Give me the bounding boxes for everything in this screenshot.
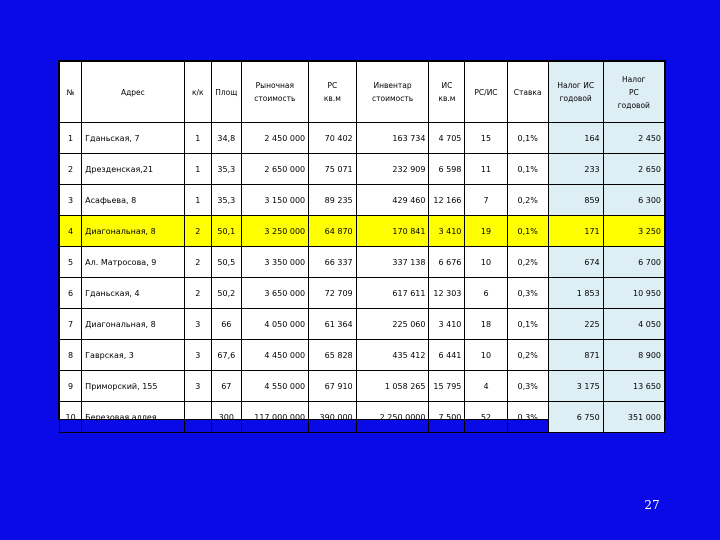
table-row — [60, 154, 665, 185]
cell-area: 300 — [212, 402, 242, 433]
cell-taxrs: 13 650 — [603, 371, 664, 402]
cell-rsis: 52 — [465, 402, 507, 433]
cell-taxrs: 351 000 — [603, 402, 664, 433]
header-address: Адрес — [82, 62, 184, 123]
cell-address: Асафьева, 8 — [82, 185, 184, 216]
table-row — [60, 185, 665, 216]
cell-rs: 64 870 — [309, 216, 357, 247]
cell-rs: 390 000 — [309, 402, 357, 433]
cell-taxis: 233 — [548, 154, 603, 185]
header-is-line1: ИС — [441, 81, 453, 90]
header-kk: к/к — [184, 62, 211, 123]
cell-taxrs: 2 450 — [603, 123, 664, 154]
header-market-line2: стоимость — [254, 94, 296, 103]
cell-num: 8 — [60, 340, 82, 371]
cell-rate: 0,1% — [507, 309, 548, 340]
table-row — [60, 123, 665, 154]
cell-area: 50,5 — [212, 247, 242, 278]
header-rs-line2: кв.м — [323, 94, 341, 103]
cell-market: 2 650 000 — [241, 154, 309, 185]
cell-num: 10 — [60, 402, 82, 433]
cell-area: 35,3 — [212, 185, 242, 216]
cell-num: 6 — [60, 278, 82, 309]
cell-address: Ал. Матросова, 9 — [82, 247, 184, 278]
cell-num: 1 — [60, 123, 82, 154]
cell-is: 12 303 — [429, 278, 465, 309]
table-row — [60, 216, 665, 247]
table-row — [60, 371, 665, 402]
cell-is: 6 441 — [429, 340, 465, 371]
header-area: Площ — [212, 62, 242, 123]
cell-kk: 2 — [184, 216, 211, 247]
cell-address: Гданьская, 4 — [82, 278, 184, 309]
cell-taxis: 859 — [548, 185, 603, 216]
cell-is: 6 598 — [429, 154, 465, 185]
cell-area: 67,6 — [212, 340, 242, 371]
cell-kk: 1 — [184, 154, 211, 185]
cell-kk — [184, 402, 211, 433]
cell-address: Гданьская, 7 — [82, 123, 184, 154]
cell-market: 3 350 000 — [241, 247, 309, 278]
cell-inv: 435 412 — [356, 340, 429, 371]
cell-rsis: 6 — [465, 278, 507, 309]
cell-kk: 1 — [184, 123, 211, 154]
header-rate: Ставка — [507, 62, 548, 123]
cell-taxrs: 2 650 — [603, 154, 664, 185]
property-tax-table — [58, 60, 666, 420]
cell-market: 4 050 000 — [241, 309, 309, 340]
cell-market: 3 150 000 — [241, 185, 309, 216]
cell-is: 6 676 — [429, 247, 465, 278]
cell-num: 3 — [60, 185, 82, 216]
cell-kk: 3 — [184, 371, 211, 402]
cell-num: 9 — [60, 371, 82, 402]
header-taxrs-line2: РС — [628, 87, 639, 97]
cell-address: Приморский, 155 — [82, 371, 184, 402]
cell-area: 50,2 — [212, 278, 242, 309]
cell-rate: 0,1% — [507, 216, 548, 247]
cell-rsis: 4 — [465, 371, 507, 402]
cell-kk: 3 — [184, 309, 211, 340]
cell-area: 35,3 — [212, 154, 242, 185]
table-header-row — [60, 62, 665, 123]
cell-market: 117 000 000 — [241, 402, 309, 433]
header-taxrs-line1: Налог — [622, 74, 646, 84]
cell-taxis: 225 — [548, 309, 603, 340]
cell-is: 3 410 — [429, 216, 465, 247]
cell-is: 3 410 — [429, 309, 465, 340]
header-market-line1: Рыночная — [255, 81, 295, 90]
cell-market: 4 450 000 — [241, 340, 309, 371]
cell-inv: 225 060 — [356, 309, 429, 340]
cell-area: 66 — [212, 309, 242, 340]
header-is — [429, 62, 465, 123]
cell-inv: 2 250 0000 — [356, 402, 429, 433]
header-market — [241, 62, 309, 123]
cell-taxis: 674 — [548, 247, 603, 278]
cell-num: 2 — [60, 154, 82, 185]
cell-rsis: 10 — [465, 247, 507, 278]
cell-address: Диагональная, 8 — [82, 216, 184, 247]
cell-rate: 0,1% — [507, 123, 548, 154]
cell-inv: 617 611 — [356, 278, 429, 309]
cell-kk: 2 — [184, 247, 211, 278]
cell-rs: 66 337 — [309, 247, 357, 278]
cell-area: 34,8 — [212, 123, 242, 154]
cell-address: Диагональная, 8 — [82, 309, 184, 340]
cell-is: 7 500 — [429, 402, 465, 433]
cell-inv: 429 460 — [356, 185, 429, 216]
cell-taxis: 871 — [548, 340, 603, 371]
cell-rate: 0,1% — [507, 154, 548, 185]
cell-kk: 2 — [184, 278, 211, 309]
cell-rate: 0,3% — [507, 371, 548, 402]
cell-is: 4 705 — [429, 123, 465, 154]
cell-address: Березовая аллея — [82, 402, 184, 433]
header-inv-line2: стоимость — [372, 94, 414, 103]
cell-rs: 72 709 — [309, 278, 357, 309]
header-inv-line1: Инвентар — [373, 81, 412, 90]
cell-rsis: 19 — [465, 216, 507, 247]
table-row — [60, 402, 665, 433]
header-taxis-line2: годовой — [559, 94, 592, 103]
cell-address: Гаврская, 3 — [82, 340, 184, 371]
cell-market: 2 450 000 — [241, 123, 309, 154]
cell-rate: 0,2% — [507, 247, 548, 278]
cell-taxrs: 6 300 — [603, 185, 664, 216]
header-inv — [356, 62, 429, 123]
cell-rs: 89 235 — [309, 185, 357, 216]
cell-area: 50,1 — [212, 216, 242, 247]
cell-taxrs: 8 900 — [603, 340, 664, 371]
cell-rs: 65 828 — [309, 340, 357, 371]
table-body — [60, 62, 665, 433]
cell-is: 15 795 — [429, 371, 465, 402]
cell-taxis: 6 750 — [548, 402, 603, 433]
header-taxis-line1: Налог ИС — [557, 81, 595, 90]
cell-taxis: 164 — [548, 123, 603, 154]
cell-rs: 61 364 — [309, 309, 357, 340]
header-rs — [309, 62, 357, 123]
cell-rate: 0,2% — [507, 340, 548, 371]
cell-address: Дрезденская,21 — [82, 154, 184, 185]
cell-num: 7 — [60, 309, 82, 340]
cell-rs: 70 402 — [309, 123, 357, 154]
page-number: 27 — [644, 498, 660, 512]
cell-is: 12 166 — [429, 185, 465, 216]
cell-rsis: 7 — [465, 185, 507, 216]
cell-rsis: 11 — [465, 154, 507, 185]
cell-rs: 75 071 — [309, 154, 357, 185]
cell-taxrs: 10 950 — [603, 278, 664, 309]
cell-kk: 3 — [184, 340, 211, 371]
table-row — [60, 278, 665, 309]
cell-rate: 0,3% — [507, 402, 548, 433]
cell-taxis: 1 853 — [548, 278, 603, 309]
header-taxis — [548, 62, 603, 123]
cell-num: 5 — [60, 247, 82, 278]
cell-inv: 337 138 — [356, 247, 429, 278]
cell-kk: 1 — [184, 185, 211, 216]
table-row — [60, 247, 665, 278]
cell-taxrs: 6 700 — [603, 247, 664, 278]
cell-market: 4 550 000 — [241, 371, 309, 402]
cell-inv: 1 058 265 — [356, 371, 429, 402]
cell-rs: 67 910 — [309, 371, 357, 402]
table-row — [60, 309, 665, 340]
cell-rsis: 18 — [465, 309, 507, 340]
cell-num: 4 — [60, 216, 82, 247]
cell-inv: 232 909 — [356, 154, 429, 185]
header-rsis: РС/ИС — [465, 62, 507, 123]
cell-market: 3 650 000 — [241, 278, 309, 309]
header-taxrs-line3: годовой — [617, 100, 650, 110]
cell-rsis: 10 — [465, 340, 507, 371]
cell-rsis: 15 — [465, 123, 507, 154]
cell-market: 3 250 000 — [241, 216, 309, 247]
table-row — [60, 340, 665, 371]
header-is-line2: кв.м — [438, 94, 456, 103]
header-rs-line1: РС — [327, 81, 338, 90]
cell-rate: 0,3% — [507, 278, 548, 309]
cell-taxrs: 3 250 — [603, 216, 664, 247]
header-num: № — [60, 62, 82, 123]
header-taxrs — [603, 62, 664, 123]
cell-rate: 0,2% — [507, 185, 548, 216]
cell-taxis: 171 — [548, 216, 603, 247]
cell-taxis: 3 175 — [548, 371, 603, 402]
cell-inv: 170 841 — [356, 216, 429, 247]
cell-taxrs: 4 050 — [603, 309, 664, 340]
cell-inv: 163 734 — [356, 123, 429, 154]
cell-area: 67 — [212, 371, 242, 402]
